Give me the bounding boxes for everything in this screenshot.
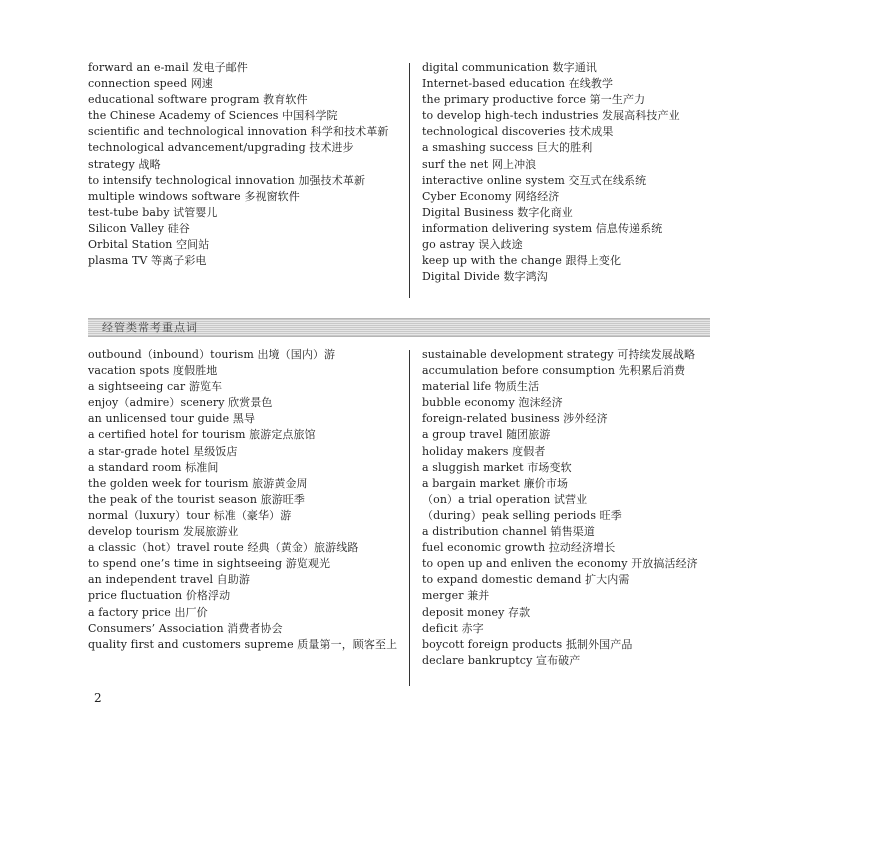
vocab-entry: a classic（hot）travel route 经典（黄金）旅游线路 (88, 541, 359, 555)
column-divider (409, 350, 410, 686)
column-divider (409, 63, 410, 298)
vocab-entry: Digital Business 数字化商业 (422, 205, 573, 219)
vocab-entry: vacation spots 度假胜地 (88, 364, 218, 378)
vocab-entry: an independent travel 自助游 (88, 573, 250, 587)
vocabulary-column-left-bottom (88, 347, 400, 653)
vocab-entry: price fluctuation 价格浮动 (88, 589, 231, 603)
vocab-entry: material life 物质生活 (422, 380, 540, 394)
vocab-entry: plasma TV 等离子彩电 (88, 254, 207, 268)
section-title: 经管类常考重点词 (102, 321, 198, 334)
vocab-entry: deposit money 存款 (422, 605, 531, 619)
vocab-entry: technological advancement/upgrading 技术进步 (88, 141, 354, 155)
vocab-entry: a sightseeing car 游览车 (88, 380, 223, 394)
vocab-entry: declare bankruptcy 宣布破产 (422, 653, 581, 667)
vocab-entry: a standard room 标准间 (88, 460, 219, 474)
vocab-entry: （on）a trial operation 试营业 (422, 492, 588, 506)
vocab-entry: a star-grade hotel 星级饭店 (88, 444, 238, 458)
vocab-entry: surf the net 网上冲浪 (422, 157, 537, 171)
vocab-entry: forward an e-mail 发电子邮件 (88, 61, 248, 74)
vocab-entry: normal（luxury）tour 标准（豪华）游 (88, 508, 292, 522)
vocab-entry: the Chinese Academy of Sciences 中国科学院 (88, 109, 338, 123)
vocabulary-column-right-bottom (422, 347, 740, 669)
vocab-entry: a distribution channel 销售渠道 (422, 525, 595, 539)
vocab-entry: information delivering system 信息传递系统 (422, 221, 663, 235)
vocab-entry: the peak of the tourist season 旅游旺季 (88, 492, 306, 506)
vocab-entry: Orbital Station 空间站 (88, 238, 210, 252)
vocab-entry: an unlicensed tour guide 黑导 (88, 412, 256, 426)
vocab-entry: the golden week for tourism 旅游黄金周 (88, 476, 308, 490)
vocab-entry: educational software program 教育软件 (88, 93, 308, 107)
vocab-entry: deficit 赤字 (422, 621, 484, 635)
vocab-entry: fuel economic growth 拉动经济增长 (422, 541, 616, 555)
vocab-entry: a group travel 随团旅游 (422, 428, 551, 442)
vocab-entry: enjoy（admire）scenery 欣赏景色 (88, 396, 273, 410)
vocab-entry: go astray 误入歧途 (422, 238, 523, 252)
vocab-entry: the primary productive force 第一生产力 (422, 93, 646, 107)
vocab-entry: quality first and customers supreme 质量第一，顾客至上 (88, 637, 398, 651)
vocab-entry: test-tube baby 试管婴儿 (88, 205, 218, 219)
vocab-entry: accumulation before consumption 先积累后消费 (422, 364, 686, 378)
vocab-entry: multiple windows software 多视窗软件 (88, 189, 300, 203)
vocab-entry: Consumers’ Association 消费者协会 (88, 621, 283, 635)
vocab-entry: a bargain market 廉价市场 (422, 476, 569, 490)
vocab-entry: to expand domestic demand 扩大内需 (422, 573, 630, 587)
vocab-entry: keep up with the change 跟得上变化 (422, 254, 622, 268)
vocab-entry: merger 兼并 (422, 589, 490, 603)
vocab-entry: interactive online system 交互式在线系统 (422, 173, 647, 187)
vocab-entry: to spend one’s time in sightseeing 游览观光 (88, 557, 331, 571)
vocab-entry: bubble economy 泡沫经济 (422, 396, 563, 410)
vocabulary-column-left-top (88, 60, 400, 269)
vocab-entry: a factory price 出厂价 (88, 605, 208, 619)
vocab-entry: to develop high-tech industries 发展高科技产业 (422, 109, 680, 123)
vocab-entry: strategy 战略 (88, 157, 161, 171)
vocab-entry: boycott foreign products 抵制外国产品 (422, 637, 633, 651)
vocab-entry: （during）peak selling periods 旺季 (422, 508, 622, 522)
vocab-entry: to intensify technological innovation 加强技术革新 (88, 173, 366, 187)
vocab-entry: connection speed 网速 (88, 77, 213, 91)
vocab-entry: a certified hotel for tourism 旅游定点旅馆 (88, 428, 316, 442)
vocab-entry: Internet-based education 在线教学 (422, 77, 614, 91)
vocab-entry: scientific and technological innovation 科学和技术革新 (88, 125, 389, 139)
vocab-entry: sustainable development strategy 可持续发展战略 (422, 348, 696, 361)
vocabulary-column-right-top (422, 60, 740, 285)
page-number: 2 (94, 691, 102, 705)
vocab-entry: holiday makers 度假者 (422, 444, 546, 458)
vocab-entry: develop tourism 发展旅游业 (88, 525, 239, 539)
vocab-entry: a smashing success 巨大的胜利 (422, 141, 593, 155)
vocab-entry: Cyber Economy 网络经济 (422, 189, 560, 203)
vocab-entry: to open up and enliven the economy 开放搞活经济 (422, 557, 698, 571)
vocab-entry: technological discoveries 技术成果 (422, 125, 614, 139)
vocab-entry: outbound（inbound）tourism 出境（国内）游 (88, 348, 336, 361)
section-header (88, 318, 710, 337)
vocab-entry: digital communication 数字通讯 (422, 61, 597, 74)
vocab-entry: Silicon Valley 硅谷 (88, 221, 190, 235)
vocab-entry: a sluggish market 市场变软 (422, 460, 572, 474)
vocab-entry: foreign-related business 涉外经济 (422, 412, 608, 426)
vocab-entry: Digital Divide 数字鸿沟 (422, 270, 548, 284)
